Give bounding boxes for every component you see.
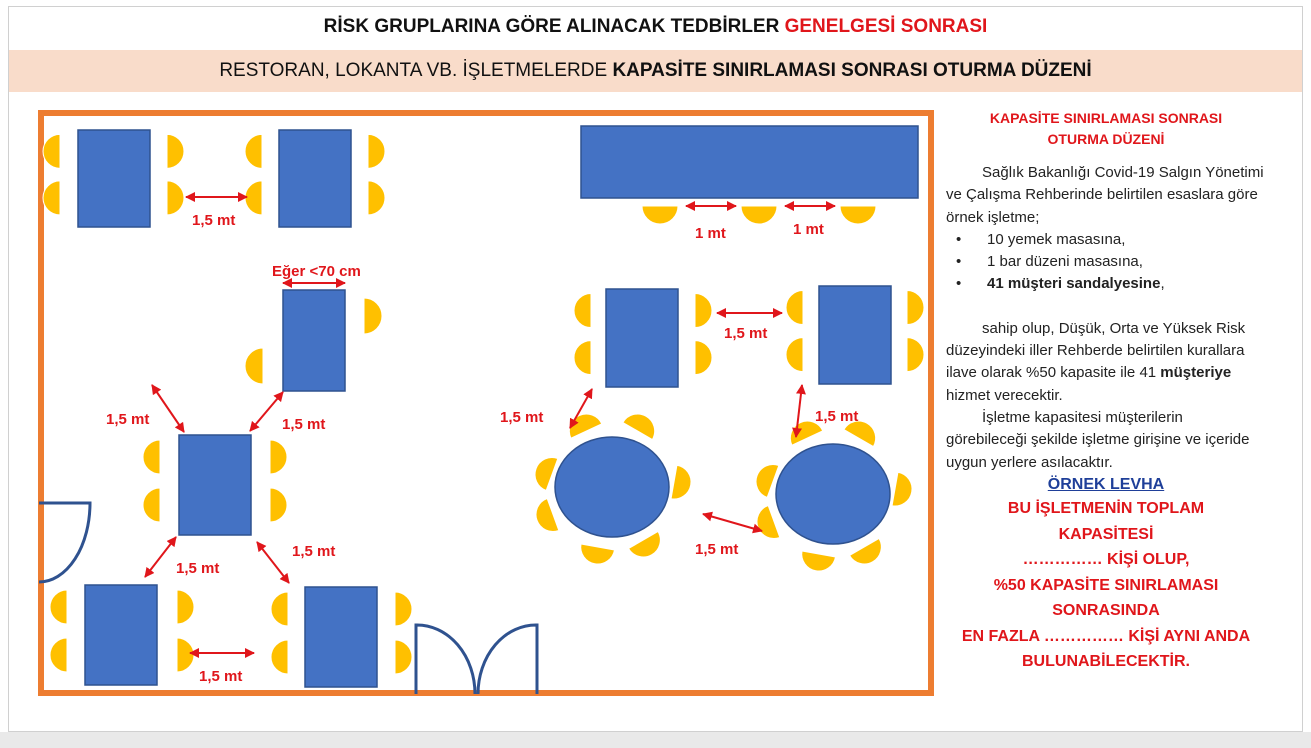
distance-arrow [257,542,289,583]
sample-sign [946,496,1266,675]
rectangular-table [305,587,377,687]
chair [642,206,678,224]
chair [270,488,287,522]
chair [786,291,803,325]
chair [574,341,591,375]
sign-line: %50 KAPASİTE SINIRLAMASI [993,576,1219,594]
chair [907,338,924,372]
chair [270,440,287,474]
rectangular-table [279,130,351,227]
chair [271,640,288,674]
chair [50,638,67,672]
sample-sign-title: ÖRNEK LEVHA [1047,475,1165,493]
chair [569,414,601,438]
chair [143,488,160,522]
door [416,625,475,694]
chair [368,181,385,215]
distance-label: 1,5 mt [282,416,326,433]
door [478,625,537,694]
chair [581,544,615,564]
rectangular-table [606,289,678,387]
title-part-2: GENELGESİ SONRASI [784,16,988,37]
info-heading [946,108,1266,150]
chair [629,532,661,557]
chair [177,638,194,672]
distance-label: 1,5 mt [500,409,544,426]
chair [245,348,263,384]
chair [840,206,876,224]
subtitle-part-2: KAPASİTE SINIRLAMASI SONRASI OTURMA DÜZENİ [612,60,1092,81]
bullet-item: • 10 yemek masasına, [946,229,1266,251]
chair [802,551,836,571]
distance-label: 1,5 mt [176,560,220,577]
bullet-item [946,273,1266,295]
chair [143,440,160,474]
bullet-rest: , [1160,275,1165,293]
para2-text-1: sahip olup, Düşük, Orta ve Yüksek Risk düzeyindeki iller Rehberde belirtilen kurallara ilave olarak %50 kapasite ile 41 [946,319,1246,382]
rectangular-table [581,126,918,198]
chair [623,414,655,440]
chair [536,499,559,532]
sign-line: …………… KİŞİ OLUP, [1022,551,1190,569]
info-heading-line-2: OTURMA DÜZENİ [1047,131,1165,147]
info-heading-line-1: KAPASİTE SINIRLAMASI SONRASI [989,110,1223,126]
bullet-bold: 41 müşteri sandalyesine [987,275,1161,293]
sign-line: KAPASİTESİ [1058,525,1154,543]
chair [907,291,924,325]
chair [786,338,803,372]
rectangular-table [179,435,251,535]
chair [695,294,712,328]
sign-line: SONRASINDA [1052,602,1160,620]
chair [167,134,184,168]
distance-arrow [703,514,762,531]
rectangular-table [283,290,345,391]
chair [364,298,382,334]
tables [78,126,918,687]
distance-label: 1,5 mt [192,212,236,229]
chairs [43,134,924,674]
info-paragraph-3: İşletme kapasitesi müşterilerin görebileceği şekilde işletme girişine ve içeride uygun yerlere asılacaktır. [946,408,1250,471]
arrows [145,197,835,653]
chair [245,134,262,168]
chair [741,206,777,224]
para2-bold: müşteriye [1160,364,1232,382]
chair [671,465,691,499]
chair [43,181,60,215]
chair [167,181,184,215]
distance-arrow [152,385,184,432]
chair [245,181,262,215]
bullet-item: • 1 bar düzeni masasına, [946,251,1266,273]
chair [50,590,67,624]
info-paragraph-1: Sağlık Bakanlığı Covid-19 Salgın Yönetimi ve Çalışma Rehberinde belirtilen esaslara göre örnek işletme; [946,164,1264,226]
door [39,503,90,582]
chair [695,341,712,375]
distance-label: 1,5 mt [106,411,150,428]
rectangular-table [85,585,157,685]
distance-label: 1 mt [695,225,726,242]
chair [271,592,288,626]
rectangular-table [78,130,150,227]
distance-label: 1,5 mt [695,541,739,558]
distance-label: 1,5 mt [724,325,768,342]
round-table [776,444,890,544]
distance-arrow [250,392,283,431]
chair [177,590,194,624]
chair [395,640,412,674]
info-paragraph-2 [946,318,1266,407]
distance-label: Eğer <70 cm [272,263,361,280]
distance-label: 1,5 mt [292,543,336,560]
distance-arrow [145,537,176,577]
rectangular-table [819,286,891,384]
sign-line: BULUNABİLECEKTİR. [1022,653,1190,671]
distance-label: 1,5 mt [199,668,243,685]
chair [850,539,882,564]
chair [395,592,412,626]
subtitle-part-1: RESTORAN, LOKANTA VB. İŞLETMELERDE [219,60,608,81]
distance-label: 1 mt [793,221,824,238]
chair [892,472,912,506]
round-table [555,437,669,537]
para2-text-2: hizmet verecektir. [946,386,1063,404]
distance-label: 1,5 mt [815,408,859,425]
sign-line: EN FAZLA …………… KİŞİ AYNI ANDA [961,627,1251,645]
chair [368,134,385,168]
info-panel [946,108,1266,675]
chair [757,506,780,539]
chair [574,294,591,328]
chair [43,134,60,168]
sign-line: BU İŞLETMENİN TOPLAM [1007,500,1205,518]
title-part-1: RİSK GRUPLARINA GÖRE ALINACAK TEDBİRLER [323,16,780,37]
